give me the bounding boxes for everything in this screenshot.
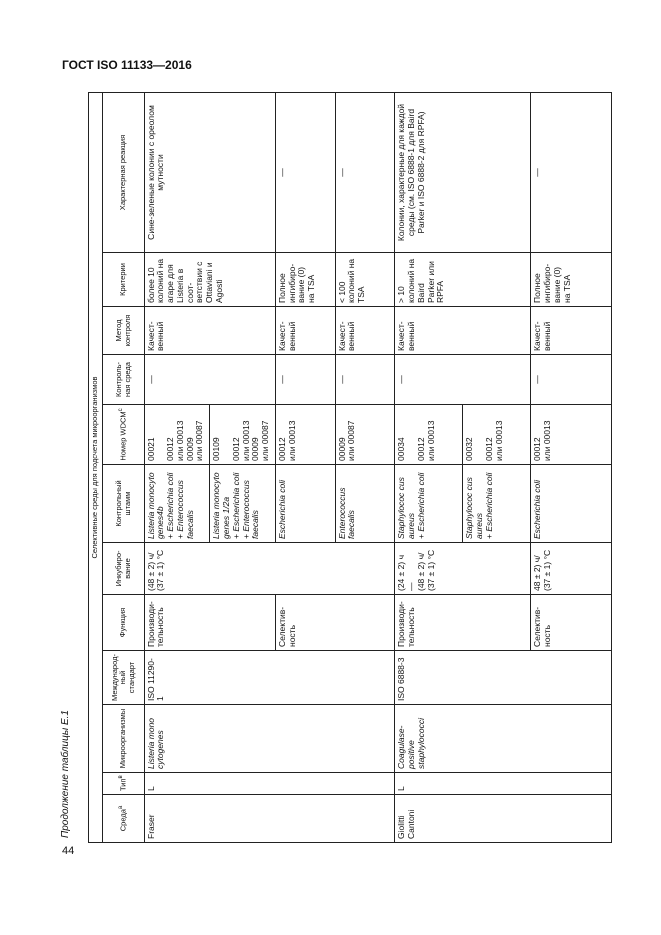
cell-control-medium: — <box>395 355 531 405</box>
selective-media-table <box>88 92 612 843</box>
cell-wdcm: 00109 00012 или 00013 00009 или 00087 <box>210 405 276 465</box>
cell-control-medium: — <box>531 355 612 405</box>
cell-wdcm: 00009 или 00087 <box>335 405 395 465</box>
cell-method: Качественный <box>144 307 275 355</box>
col-control-method: Метод контроля <box>103 307 144 355</box>
cell-function: Производительность <box>144 595 275 651</box>
cell-method: Качественный <box>395 307 531 355</box>
cell-strain: Staphylococ cus aureus + Escherichia coli <box>463 465 531 543</box>
cell-function: Селективность <box>531 595 612 651</box>
col-function: Функция <box>103 595 144 651</box>
cell-criteria: < 100 колоний на TSA <box>335 253 395 307</box>
cell-strain: Staphylococ cus aureus + Escherichia coli <box>395 465 463 543</box>
document-header: ГОСТ ISO 11133—2016 <box>62 58 192 72</box>
col-organism: Микроорганизмы <box>103 705 144 773</box>
cell-reaction: — <box>531 92 612 252</box>
cell-reaction: — <box>335 92 395 252</box>
cell-strain: Listeria monocyto genes4b + Escherichia coli + Enterococcus faecalis <box>144 465 210 543</box>
page-number: 44 <box>62 845 75 857</box>
cell-criteria: Полное ингибирование (0) на TSA <box>531 253 612 307</box>
cell-incubation: (48 ± 2) ч/ (37 ± 1) °С <box>144 543 395 595</box>
col-incubation: Инкубирование <box>103 543 144 595</box>
cell-medium: Giolitti Cantoni <box>395 795 612 843</box>
cell-method: Качественный <box>531 307 612 355</box>
cell-strain: Listeria monocyto genes 1/2a + Escherichia coli + Enterococcus faecalis <box>210 465 276 543</box>
cell-organism: Listeria mono cytogenes <box>144 705 395 773</box>
col-reaction: Характерная реакция <box>103 92 144 252</box>
table-caption: Продолжение таблицы Е.1 <box>60 710 71 838</box>
cell-method: Качественный <box>275 307 335 355</box>
cell-wdcm: 00012 или 00013 <box>275 405 335 465</box>
col-type: Тип$^в$ <box>103 773 144 795</box>
group-header: Селективные среды для подсчета микроорганизмов <box>89 92 103 842</box>
cell-organism: Coagulase-positive staphylococci <box>395 705 612 773</box>
col-criteria: Критерии <box>103 253 144 307</box>
cell-method: Качественный <box>335 307 395 355</box>
cell-control-medium: — <box>144 355 275 405</box>
col-medium: Среда$^а$ <box>103 795 144 843</box>
col-wdcm: Номер $WDCM^с$ <box>103 405 144 465</box>
cell-medium: Fraser <box>144 795 395 843</box>
cell-strain: Escherichia coli <box>531 465 612 543</box>
cell-reaction: — <box>275 92 335 252</box>
cell-control-medium: — <box>275 355 335 405</box>
cell-strain: Enterococcus faecalis <box>335 465 395 543</box>
cell-function: Селективность <box>275 595 395 651</box>
rotated-table-container <box>88 93 612 843</box>
col-standard: Международный стандарт <box>103 651 144 705</box>
cell-wdcm: 00032 00012 или 00013 <box>463 405 531 465</box>
cell-incubation: 48 ± 2) ч/ (37 ± 1) °С <box>531 543 612 595</box>
cell-control-medium: — <box>335 355 395 405</box>
cell-strain: Escherichia coli <box>275 465 335 543</box>
cell-criteria: Полное ингибирование (0) на TSA <box>275 253 335 307</box>
cell-type: L <box>144 773 395 795</box>
cell-reaction: Колонии, характерные для каждой среды (см. ISO 6888-1 для Baird Parker и ISO 6888-2 для RPFA) <box>395 92 531 252</box>
cell-type: L <box>395 773 612 795</box>
cell-reaction: Сине-зеленые колонии с ореолом мутности <box>144 92 275 252</box>
cell-criteria: > 10 колоний на Baird Parker или RPFA <box>395 253 531 307</box>
cell-incubation: (24 ± 2) ч — (48 ± 2) ч/ (37 ± 1) °С <box>395 543 531 595</box>
cell-standard: ISO 6888-3 <box>395 651 612 705</box>
col-control-medium: Контрольная среда <box>103 355 144 405</box>
cell-standard: ISO 11290-1 <box>144 651 395 705</box>
cell-function: Производительность <box>395 595 531 651</box>
cell-criteria: более 10 колоний на агаре для Listeria в соответствии с Ottaviani и Agosti <box>144 253 275 307</box>
cell-wdcm: 00021 00012 или 00013 00009 или 00087 <box>144 405 210 465</box>
cell-wdcm: 00012 или 00013 <box>531 405 612 465</box>
cell-wdcm: 00034 00012 или 00013 <box>395 405 463 465</box>
col-control-strain: Контрольный штамм <box>103 465 144 543</box>
